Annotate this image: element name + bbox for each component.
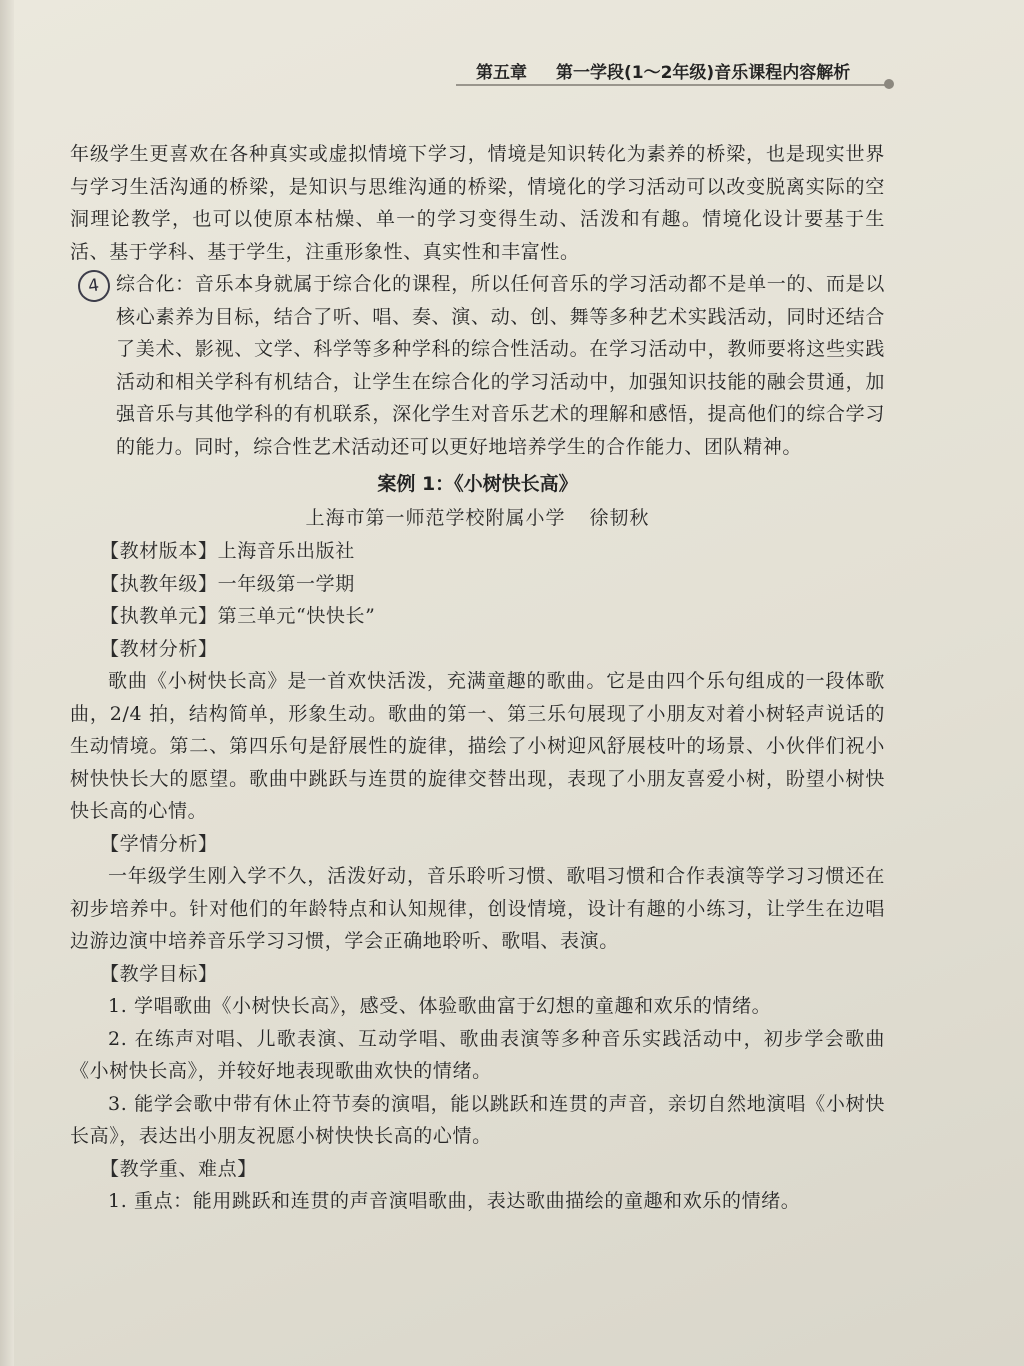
header-rule (456, 84, 886, 86)
goal-1: 1. 学唱歌曲《小树快长高》，感受、体验歌曲富于幻想的童趣和欢乐的情绪。 (108, 995, 772, 1017)
item-4-paragraph (70, 268, 885, 463)
case-school: 上海市第一师范学校附属小学 (305, 507, 566, 529)
header-dot-ornament (884, 79, 894, 89)
case-teacher: 徐韧秋 (589, 507, 650, 529)
analysis-heading: 【教材分析】 (100, 637, 218, 660)
item-4-text: 综合化：音乐本身就属于综合化的课程，所以任何音乐的学习活动都不是单一的、而是以核心素养为目标，结合了听、唱、奏、演、动、创、舞等多种艺术实践活动，同时还结合了美术、影视、文学、科学等多种学科的综合性活动。在学习活动中，教师要将这些实践活动和相关学科有机结合，让学生在综合化的学习活动中，加强知识技能的融会贯通，加强音乐与其他学科的有机联系，深化学生对音乐艺术的理解和感悟，提高他们的综合学习的能力。同时，综合性艺术活动还可以更好地培养学生的合作能力、团队精神。 (116, 273, 885, 458)
case-title: 案例 1：《小树快长高》 (377, 473, 578, 495)
goal-2: 2. 在练声对唱、儿歌表演、互动学唱、歌曲表演等多种音乐实践活动中，初步学会歌曲《小树快长高》，并较好地表现歌曲欢快的情绪。 (70, 1027, 885, 1082)
field-edition: 【教材版本】上海音乐出版社 (100, 540, 355, 562)
intro-paragraph: 年级学生更喜欢在各种真实或虚拟情境下学习，情境是知识转化为素养的桥梁，也是现实世界与学习生活沟通的桥梁，是知识与思维沟通的桥梁，情境化的学习活动可以改变脱离实际的空洞理论教学，也可以使原本枯燥、单一的学习变得生动、活泼和有趣。情境化设计要基于生活、基于学科、基于学生，注重形象性、真实性和丰富性。 (70, 143, 885, 263)
page-left-edge (0, 0, 14, 1366)
students-text: 一年级学生刚入学不久，活泼好动，音乐聆听习惯、歌唱习惯和合作表演等学习习惯还在初步培养中。针对他们的年龄特点和认知规律，创设情境，设计有趣的小练习，让学生在边唱边游边演中培养音乐学习习惯，学会正确地聆听、歌唱、表演。 (70, 865, 885, 952)
key-heading: 【教学重、难点】 (100, 1157, 257, 1180)
goal-3: 3. 能学会歌中带有休止符节奏的演唱，能以跳跃和连贯的声音，亲切自然地演唱《小树快长高》，表达出小朋友祝愿小树快快长高的心情。 (70, 1092, 885, 1147)
chapter-label: 第五章 (476, 63, 527, 83)
running-header (456, 48, 896, 88)
key-point-1: 1. 重点：能用跳跃和连贯的声音演唱歌曲，表达歌曲描绘的童趣和欢乐的情绪。 (108, 1190, 801, 1212)
field-grade: 【执教年级】一年级第一学期 (100, 572, 355, 595)
field-unit: 【执教单元】第三单元“快快长” (100, 605, 376, 627)
handwritten-circled-number: 4 (76, 268, 112, 304)
students-heading: 【学情分析】 (100, 832, 218, 855)
goals-heading: 【教学目标】 (100, 962, 218, 985)
page-content (70, 138, 885, 1218)
chapter-title: 第一学段(1～2年级)音乐课程内容解析 (556, 63, 851, 83)
case-author-line (70, 501, 885, 535)
analysis-text: 歌曲《小树快长高》是一首欢快活泼，充满童趣的歌曲。它是由四个乐句组成的一段体歌曲，2/4 拍，结构简单，形象生动。歌曲的第一、第三乐句展现了小朋友对着小树轻声说话的生动情境。第二、第四乐句是舒展性的旋律，描绘了小树迎风舒展枝叶的场景、小伙伴们祝小树快快长大的愿望。歌曲中跳跃与连贯的旋律交替出现，表现了小朋友喜爱小树，盼望小树快快长高的心情。 (70, 670, 885, 822)
